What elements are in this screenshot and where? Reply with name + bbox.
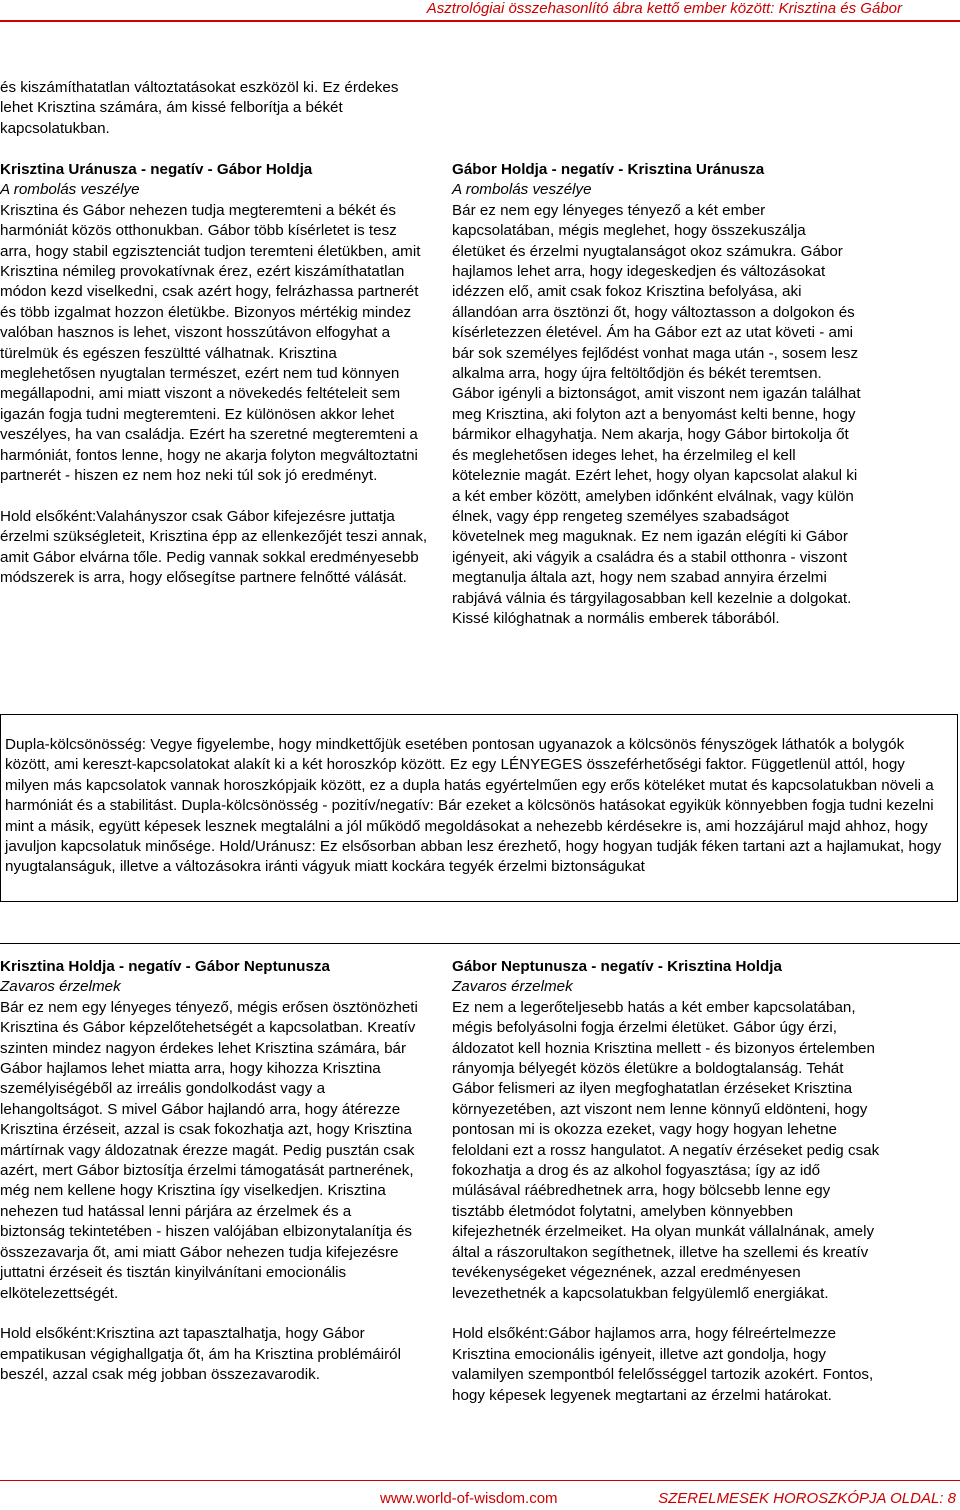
moon-first-text: Hold elsőként:Valahányszor csak Gábor kifejezésre juttatja érzelmi szükségleteit, Krisztina épp az ellenkezőjét teszi annak, amit Gábor elvárna tőle. Pedig vannak sokkal eredményesebb módszerek is arra, hogy elősegítse partnere felnőtté válását. [0, 507, 428, 587]
section-subtitle: A rombolás veszélye [0, 181, 140, 199]
footer-page-label: SZERELMESEK HOROSZKÓPJA OLDAL: 8 [658, 1490, 956, 1507]
moon-first-text: Hold elsőként:Krisztina azt tapasztalhatja, hogy Gábor empatikusan végighallgatja őt, ám ha Krisztina problémáiról beszél, azzal csak még jobban összezavarodik. [0, 1325, 401, 1384]
intro-paragraph [0, 78, 420, 139]
page-footer [0, 1480, 960, 1510]
section-body: Bár ez nem egy lényeges tényező a két ember kapcsolatában, mégis meglehet, hogy összekuszálja életüket és érzelmi nyugtalanságot okoz számukra. Gábor hajlamos lehet arra, hogy idegeskedjen és változásokat idézzen elő, amit csak fokoz Krisztina befolyása, aki állandóan arra ösztönzi őt, hogy változtasson a dolgokon és kísérletezzen életével. Ám ha Gábor ezt az utat követi - ami bár sok személyes fejlődést vonhat maga után -, sosem lesz alkalma arra, hogy újra feltöltődjön és békét teremtsen. Gábor igényli a biztonságot, amit viszont nem igazán találhat meg Krisztina, aki folyton azt a benyomást kelti benne, hogy bármikor elhagyhatja. Nem akarja, hogy Gábor birtokolja őt és meglehetősen ideges lehet, ha érzelmileg el kell köteleznie magát. Ezért lehet, hogy olyan kapcsolat alakul ki a két ember között, amelyben időnként elválnak, vagy külön élnek, vagy épp rengeteg személyes szabadságot követelnek meg maguknak. Ez nem igazán elégíti ki Gábor igényeit, aki vágyik a családra és a stabil otthonra - viszont megtanulja általa azt, hogy nem szabad annyira érzelmi rabjává válnia és tárgyilagosabban kell kezelnie a dolgokat. Kissé kilóghatnak a normális emberek táborából. [452, 201, 861, 627]
intro-text: és kiszámíthatatlan változtatásokat eszközöl ki. Ez érdekes lehet Krisztina számára, ám kissé felborítja a békét kapcsolatukban. [0, 79, 399, 137]
section-moon-uranus-right [452, 160, 862, 629]
section-title: Krisztina Holdja - negatív - Gábor Neptunusza [0, 958, 330, 975]
section-subtitle: Zavaros érzelmek [0, 978, 121, 996]
section-neptune-moon-right [452, 957, 882, 1406]
section-body: Krisztina és Gábor nehezen tudja megteremteni a békét és harmóniát közös otthonukban. Gábor több kísérletet is tesz arra, hogy stabil egzisztenciát tudjon teremteni életükben, amit Krisztina némileg provokatívnak érez, ezért kiszámíthatatlan módon kezd viselkedni, csak azért hogy, felrázhassa partnerét és több izgalmat hozzon életükbe. Bizonyos mértékig mindez valóban hasznos is lehet, viszont hosszútávon elfogyhat a türelmük és egészen feszültté válhatnak. Krisztina meglehetősen nyugtalan természet, ezért nem tud könnyen megállapodni, ami miatt viszont a növekedés feltételeit sem igazán fogja tudni megteremteni. Ez különösen akkor lehet veszélyes, ha van családja. Ezért ha szeretné megteremteni a harmóniát, fontos lenne, hogy ne akarja folyton megváltoztatni partnerét - hiszen ez nem hoz neki túl sok jó eredményt. [0, 201, 421, 485]
header-title: Asztrológiai összehasonlító ábra kettő ember között: Krisztina és Gábor [426, 0, 902, 17]
section-uranus-moon-left [0, 160, 428, 589]
section-subtitle: A rombolás veszélye [452, 181, 592, 199]
double-mutuality-box [0, 714, 958, 902]
section-body: Bár ez nem egy lényeges tényező, mégis erősen ösztönözheti Krisztina és Gábor képzelőtehetségét a kapcsolatban. Kreatív szinten mindez nagyon érdekes lehet Krisztina számára, bár Gábor hajlamos lehet miatta arra, hogy kihozza Krisztina személyiségéből az irreális gondolkodást vagy a lehangoltságot. S mivel Gábor hajlandó arra, hogy átérezze Krisztina érzéseit, azzal is csak fokozhatja azt, hogy Krisztina mártírnak vagy áldozatnak érezze magát. Pedig pusztán csak azért, mert Gábor biztosítja érzelmi támogatását partnerének, még nem kellene hogy Krisztina így viselkedjen. Krisztina nehezen tud hatással lenni párjára az érzelmek és a biztonság tekintetében - hiszen valójában elbizonytalanítja és összezavarja őt, ami miatt Gábor nehezen tudja kifejezésre juttatni érzéseit és tisztán kinyilvánítani emocionális elkötelezettségét. [0, 998, 418, 1302]
section-body: Ez nem a legerőteljesebb hatás a két ember kapcsolatában, mégis befolyásolni fogja érzelmi életüket. Gábor úgy érzi, áldozatot kell hoznia Krisztina mellett - és bizonyos értelemben rányomja bélyegét közös életükre a boldogtalanság. Tehát Gábor felismeri az ilyen megfoghatatlan érzéseket Krisztina környezetében, azt viszont nem lenne könnyű eldönteni, hogy pontosan mi is okozza ezeket, vagy hogy hogyan lehetne feloldani ezt a rossz hangulatot. A negatív érzéseket pedig csak fokozhatja a drog és az alkohol fogyasztása; így az idő múlásával ráébredhetnek arra, hogy bölcsebb lenne egy tisztább életmódot folytatni, amelyben könnyebben kifejezhetnék érzelmeiket. Ha olyan munkát vállalnának, amely által a rászorultakon segíthetnek, illetve ha szellemi és kreatív tevékenységeket végeznének, azzal eredményesen levezethetnék a kapcsolatukban felgyülemlő energiákat. [452, 998, 880, 1302]
section-title: Krisztina Uránusza - negatív - Gábor Holdja [0, 161, 313, 178]
section-title: Gábor Neptunusza - negatív - Krisztina Holdja [452, 958, 782, 975]
moon-first-text: Hold elsőként:Gábor hajlamos arra, hogy félreértelmezze Krisztina emocionális igényeit, illetve azt gondolja, hogy valamilyen szempontból felelősséggel tartozik azokért. Fontos, hogy képesek legyenek megtartani az érzelmi határokat. [452, 1325, 874, 1404]
page-header [0, 0, 960, 20]
footer-url-link[interactable]: www.world-of-wisdom.com [380, 1490, 558, 1507]
section-subtitle: Zavaros érzelmek [452, 978, 573, 996]
section-title: Gábor Holdja - negatív - Krisztina Uránusza [452, 161, 765, 178]
header-divider [0, 20, 960, 22]
footer-divider [0, 1480, 960, 1481]
section-divider [0, 943, 960, 944]
section-moon-neptune-left [0, 957, 420, 1386]
double-mutuality-text: Dupla-kölcsönösség: Vegye figyelembe, hogy mindkettőjük esetében pontosan ugyanazok a kölcsönös fényszögek láthatók a bolygók között, ami kereszt-kapcsolatokat alakít ki a két horoszkóp között. Ez egy LÉNYEGES összeférhetőségi faktor. Függetlenül attól, hogy milyen más kapcsolatok vannak horoszkópjaik között, ez a dupla hatás egyértelműen egy erős köteléket mutat és kapcsolatukban növeli a harmóniát és a stabilitást. Dupla-kölcsönösség - pozitív/negatív: Bár ezeket a kölcsönös hatásokat egyikük könnyebben fogja tudni kezelni mint a másik, együtt képesek lesznek megtalálni a jól működő megoldásokat a nehezebb kérdésekre is, ami hozzájárul majd ahhoz, hogy javuljon kapcsolatuk minősége. Hold/Uránusz: Ez elsősorban abban lesz érezhető, hogy hogyan tudják féken tartani azt a hajlamukat, hogy nyugtalanságuk, illetve a változásokra iránti vágyuk miatt kockára tegyék érzelmi biztonságukat [5, 736, 942, 876]
